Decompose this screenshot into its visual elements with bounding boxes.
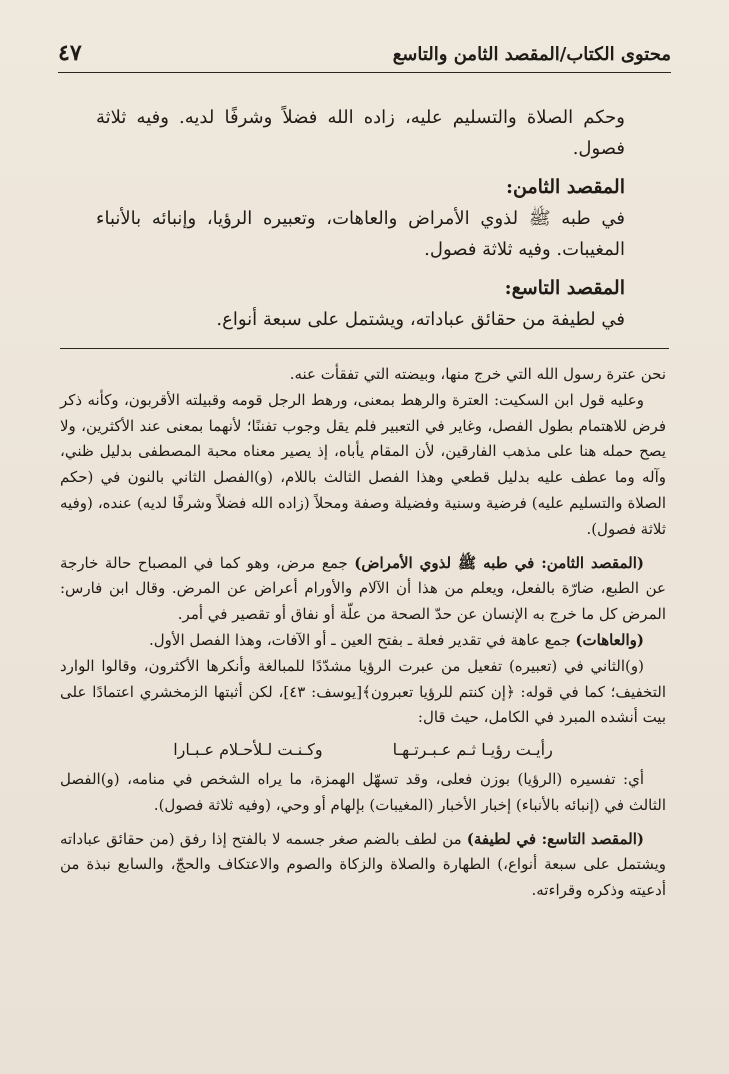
commentary-paragraph: [60, 551, 666, 628]
commentary-paragraph: (و)الثاني في (تعبيره) تفعيل من عبرت الرؤيا مشدّدًا للمبالغة وأنكرها الأكثرون، وقالوا الوارد التخفيف؛ كما في قوله: ﴿إن كنتم للرؤيا تعبرون﴾[يوسف: ٤٣]، لكن أثبتها الزمخشري اعتمادًا على بيت أنشده المبرد في الكامل، حيث قال:: [60, 656, 667, 727]
footnote-separator: [60, 348, 669, 349]
commentary-text: [60, 362, 666, 904]
section-text-8: في طبه ﷺ لذوي الأمراض والعاهات، وتعبيره الرؤيا، وإنبائه بالأنباء المغيبات. وفيه ثلاثة فصول.: [96, 208, 625, 260]
matn-line: وحكم الصلاة والتسليم عليه، زاده الله فضلاً وشرفًا لديه. وفيه ثلاثة فصول.: [96, 107, 625, 159]
page-header: [58, 38, 671, 73]
commentary-paragraph: وعليه قول ابن السكيت: العترة والرهط بمعنى، ورهط الرجل قومه وقبيلته الأقربون، وكأنه ذكر فرض للاهتمام بطول الفصل، وغاير في التعبير فلم يقل وجوب تفننًا؛ لأنهما بمعنى عند الأكثرين، ولا يصح حمله هنا على مذهب الفارقين، لأن المقام يأباه، إذ يصير معناه محبة المصطفى بدليل ظني، وآله وما عطف عليه بدليل قطعي وهذا الفصل الثالث باللام، (و)الفصل الثاني بالنون في (حكم الصلاة والتسليم عليه) فرضية وسنية وفضيلة وصفة ومحلاً (زاده الله فضلاً وشرفًا لديه) عنده، (وفيه ثلاثة فصول).: [60, 390, 667, 538]
running-title: محتوى الكتاب/المقصد الثامن والتاسع: [392, 44, 671, 65]
main-text: [96, 102, 625, 335]
commentary-paragraph: نحن عترة رسول الله التي خرج منها، وبيضته التي تفقأت عنه.: [289, 365, 666, 383]
section-text-9: في لطيفة من حقائق عباداته، ويشتمل على سبعة أنواع.: [216, 309, 625, 330]
commentary-paragraph: أي: تفسيره (الرؤيا) بوزن فعلى، وقد تسهّل الهمزة، ما يراه الشخص في منامه، (و)الفصل الثالث في (إنبائه بالأنباء) إخبار الأخبار (المغيبات) بإلهام أو وحي، (وفيه ثلاثة فصول).: [60, 769, 666, 814]
commentary-body: جمع عاهة في تقدير فعلة ـ بفتح العين ـ أو الآفات، وهذا الفصل الأول.: [149, 630, 571, 649]
verse-first-hemistich: رأيـت رؤيـا ثـم عـبـرتـهـا: [392, 740, 553, 760]
page-number: ٤٧: [58, 40, 82, 66]
section-heading-8: المقصد الثامن:: [506, 176, 625, 198]
commentary-body: جمع مرض، وهو كما في المصباح حالة خارجة عن الطبع، ضارّة بالفعل، ويعلم من هذا أن الآلام والأورام أعراض عن المرض. وقال ابن فارس: المرض كل ما خرج به الإنسان عن حدّ الصحة من علّة أو نفاق أو تقصير في أمر.: [60, 553, 666, 624]
commentary-lead: (المقصد الثامن: في طبه ﷺ لذوي الأمراض): [354, 553, 644, 572]
commentary-paragraph: [60, 827, 666, 904]
section-heading-9: المقصد التاسع:: [504, 277, 625, 299]
commentary-lead: (المقصد التاسع: في لطيفة): [466, 829, 644, 848]
commentary-body: من لطف بالضم صغر جسمه لا بالفتح إذا رفق (من حقائق عباداته ويشتمل على سبعة أنواع،) الطهارة والصلاة والزكاة والصوم والاعتكاف والحجّ، والسابع نبذة من أدعيته وذكره وقراءته.: [60, 829, 666, 900]
verse-second-hemistich: وكـنـت لـلأحـلام عـبـارا: [173, 740, 323, 760]
poetry-verse: [60, 737, 666, 763]
commentary-lead: (والعاهات): [575, 630, 644, 649]
commentary-paragraph: [60, 628, 666, 654]
